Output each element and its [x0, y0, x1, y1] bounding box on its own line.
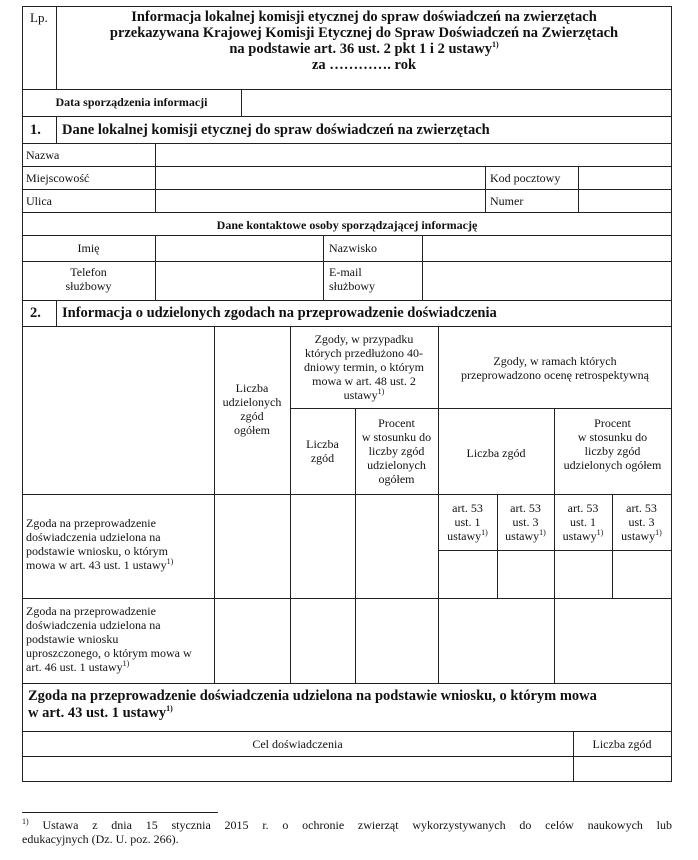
miejscowosc-field[interactable] — [156, 167, 485, 189]
numer-label: Numer — [490, 194, 524, 208]
retro-procent-header: Procent w stosunku do liczby zgód udzielonych ogółem — [563, 416, 662, 472]
kod-pocztowy-label: Kod pocztowy — [490, 171, 561, 185]
nazwisko-label: Nazwisko — [329, 241, 377, 255]
kod-pocztowy-field[interactable] — [579, 167, 671, 189]
liczba-zgod-header: Liczba zgód — [592, 737, 652, 751]
art-53-ust-1-b: art. 53 ust. 1 ustawy$^{1)}$ — [562, 501, 604, 543]
section-2-number: 2. — [30, 305, 41, 321]
col-przedluzono-header: Zgody, w przypadku których przedłużono 40- dniowy termin, o którym mowa w art. 48 ust. 2 ustawy$^{1)}$ — [304, 332, 424, 402]
ulica-field[interactable] — [156, 190, 485, 212]
telefon-label: Telefon służbowy — [65, 265, 112, 293]
sub-liczba-header: Liczba zgód — [306, 437, 339, 465]
nazwa-field[interactable] — [156, 144, 671, 166]
liczba-zgod-field[interactable] — [574, 757, 671, 781]
imie-field[interactable] — [156, 236, 323, 261]
row-wniosek-label: Zgoda na przeprowadzenie doświadczenia udzielona na podstawie wniosku, o którym mowa w art. 43 ust. 1 ustawy$^{1)}$ — [26, 516, 174, 572]
nazwisko-field[interactable] — [423, 236, 671, 261]
col-liczba-header: Liczba udzielonych zgód ogółem — [222, 381, 282, 437]
title-line-2: przekazywana Krajowej Komisji Etycznej do Spraw Doświadczeń na Zwierzętach — [109, 25, 619, 41]
telefon-field[interactable] — [156, 262, 323, 300]
contact-title: Dane kontaktowe osoby sporządzającej informację — [216, 218, 478, 232]
lp-label: Lp. — [30, 10, 48, 25]
footnote-ref: 1) — [491, 40, 499, 50]
miejscowosc-label: Miejscowość — [26, 171, 90, 185]
nazwa-label: Nazwa — [26, 148, 60, 162]
art-53-ust-1-a: art. 53 ust. 1 ustawy$^{1)}$ — [447, 501, 488, 543]
col-retro-header: Zgody, w ramach których przeprowadzono ocenę retrospektywną — [461, 354, 649, 382]
footnote: $^{1)}$ Ustawa z dnia 15 stycznia 2015 r. o ochronie zwierząt wykorzystywanych do celów naukowych lub edukacyjnych (Dz. U. poz. 266). — [22, 817, 672, 846]
title-line-3: na podstawie art. 36 ust. 2 pkt 1 i 2 ustawy$^{1)}$ — [229, 40, 499, 57]
row-wniosek-uproszczony-label: Zgoda na przeprowadzenie doświadczenia udzielona na podstawie wniosku uproszczonego, o którym mowa w art. 46 ust. 1 ustawy$^{1)}$ — [26, 604, 192, 674]
ulica-label: Ulica — [26, 194, 52, 208]
date-label: Data sporządzenia informacji — [55, 95, 208, 109]
section-2-title: Informacja o udzielonych zgodach na przeprowadzenie doświadczenia — [62, 305, 497, 321]
section-3-title: Zgoda na przeprowadzenie doświadczenia udzielona na podstawie wniosku, o którym mowa w art. 43 ust. 1 ustawy$^{1)}$ — [28, 688, 597, 721]
email-field[interactable] — [423, 262, 671, 300]
sub-procent-header: Procent w stosunku do liczby zgód udzielonych ogółem — [361, 416, 432, 486]
art-53-ust-3-a: art. 53 ust. 3 ustawy$^{1)}$ — [505, 501, 546, 543]
section-1-title: Dane lokalnej komisji etycznej do spraw doświadczeń na zwierzętach — [62, 122, 490, 138]
retro-liczba-header: Liczba zgód — [466, 446, 526, 460]
email-label: E-mail służbowy — [329, 265, 375, 293]
imie-label: Imię — [77, 241, 100, 255]
title-line-1: Informacja lokalnej komisji etycznej do spraw doświadczeń na zwierzętach — [131, 9, 597, 25]
form-title — [58, 9, 670, 73]
cel-doswiadczenia-header: Cel doświadczenia — [252, 737, 343, 751]
section-1-number: 1. — [30, 122, 41, 138]
numer-field[interactable] — [579, 190, 671, 212]
cel-doswiadczenia-field[interactable] — [23, 757, 573, 781]
art-53-ust-3-b: art. 53 ust. 3 ustawy$^{1)}$ — [621, 501, 662, 543]
date-field[interactable] — [242, 90, 671, 116]
title-line-4: za …………. rok — [311, 57, 417, 73]
